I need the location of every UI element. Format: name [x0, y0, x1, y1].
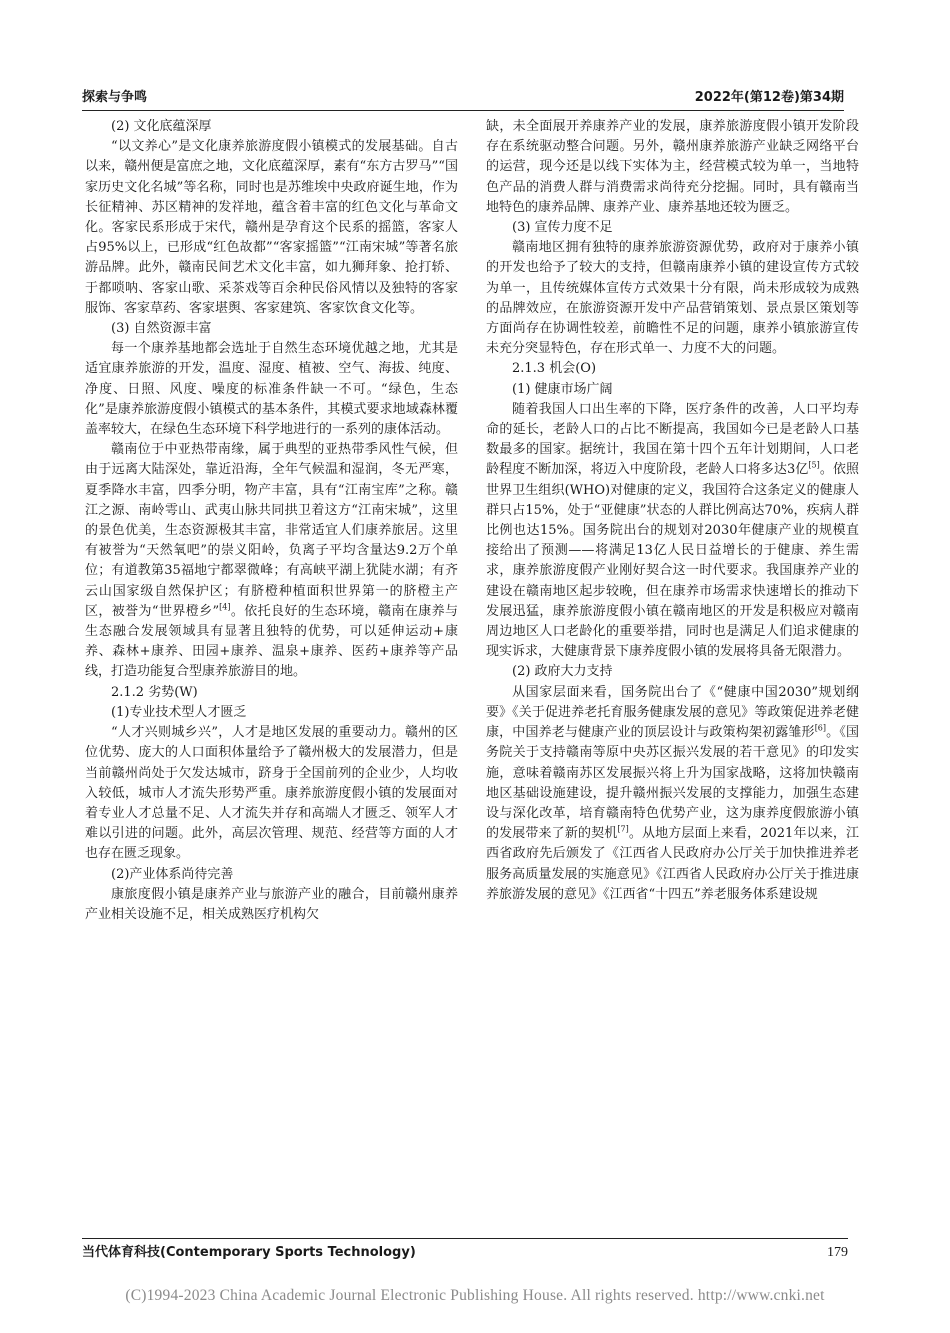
section-heading: (3) 自然资源丰富 [111, 321, 212, 337]
paragraph: “人才兴则城乡兴”，人才是地区发展的重要动力。赣州的区位优势、庞大的人口面积体量给予了赣州极大的发展潜力，但是当前赣州尚处于欠发达城市，跻身于全国前列的企业少，人均收入较低，城市人才流失形势严重。康养旅游度假小镇的发展面对着专业人才总量不足、人才流失并存和高端人才匮乏、领军人才难以引进的问题。此外，高层次管理、规范、经营等方面的人才也存在匮乏现象。 [85, 725, 458, 862]
section-heading: (2) 政府大力支持 [512, 664, 613, 680]
paragraph-text: 。依托良好的生态环境，赣南在康养与生态融合发展领域具有显著且独特的优势，可以延伸运动+康养、森林+康养、田园+康养、温泉+康养、医药+康养等产品线，打造功能复合型康养旅游目的地。 [85, 603, 458, 680]
copyright-watermark: (C)1994-2023 China Academic Journal Electronic Publishing House. All rights reserved. http://www.cnki.net [125, 1287, 825, 1304]
section-heading: 2.1.2 劣势(W) [111, 684, 198, 700]
paragraph-text: 。依照世界卫生组织(WHO)对健康的定义，我国符合这条定义的健康人群只占15%，处于“亚健康”状态的人群比例高达70%，疾病人群比例也达15%。国务院出台的规划对2030年健康产业的规模直接给出了预测——将满足13亿人民日益增长的于健康、养生需求，康养旅游度假产业刚好契合这一时代要求。我国康养产业的建设在赣南地区起步较晚，但在康养市场需求快速增长的推动下发展迅猛，康养旅游度假小镇在赣南地区的开发是积极应对赣南周边地区人口老龄化的重要举措，同时也是满足人们追求健康的现实诉求，大健康背景下康养度假小镇的发展将具备无限潜力。 [486, 462, 859, 660]
citation: [6] [814, 723, 827, 733]
paragraph-text: 。从地方层面上来看，2021年以来，江西省政府先后颁发了《江西省人民政府办公厅关于加快推进养老服务高质量发展的实施意见》《江西省人民政府办公厅关于推进康养旅游发展的意见》《江西省“十四五”养老服务体系建设规 [486, 826, 859, 902]
paragraph [486, 683, 859, 905]
paragraph-text: 随着我国人口出生率的下降，医疗条件的改善，人口平均寿命的延长，老龄人口的占比不断提高，我国如今已是老龄人口基数最多的国家。据统计，我国在第十四个五年计划期间，人口老龄程度不断加深，将迈入中度阶段，老龄人口将多达3亿 [486, 401, 859, 478]
right-column [486, 117, 859, 905]
footer-journal: 当代体育科技(Contemporary Sports Technology) [82, 1245, 416, 1260]
section-heading: (1) 健康市场广阔 [512, 381, 613, 397]
page-number: 179 [827, 1245, 848, 1260]
paragraph: 缺，未全面展开养康养产业的发展，康养旅游度假小镇开发阶段存在系统驱动整合问题。另外，赣州康养旅游产业缺乏网络平台的运营，现今还是以线下实体为主，经营模式较为单一，当地特色产品的消费人群与消费需求尚待充分挖掘。同时，具有赣南当地特色的康养品牌、康养产业、康养基地还较为匮乏。 [486, 119, 859, 215]
paragraph-text: 。《国务院关于支持赣南等原中央苏区振兴发展的若干意见》的印发实施，意味着赣南苏区发展振兴将上升为国家战略，这将加快赣南地区基础设施建设，提升赣州振兴发展的支撑能力，加强生态建设与深化改革，培育赣南特色优势产业，这为康养度假旅游小镇的发展带来了新的契机 [486, 725, 859, 842]
section-heading: (2)产业体系尚待完善 [111, 866, 234, 882]
paragraph-text: 从国家层面来看，国务院出台了《“健康中国2030”规划纲要》《关于促进养老托育服务健康发展的意见》等政策促进养老健康，中国养老与健康产业的顶层设计与政策构架初露雏形 [486, 684, 859, 741]
paragraph: 康旅度假小镇是康养产业与旅游产业的融合，目前赣州康养产业相关设施不足，相关成熟医疗机构欠 [85, 886, 458, 922]
paragraph [486, 400, 859, 663]
section-heading: 2.1.3 机会(O) [512, 361, 597, 377]
page-footer [82, 1238, 848, 1263]
paragraph: 赣南地区拥有独特的康养旅游资源优势，政府对于康养小镇的开发也给予了较大的支持，但赣南康养小镇的建设宣传方式较为单一，且传统媒体宣传方式效果十分有限，尚未形成较为成熟的品牌效应，在旅游资源开发中产品营销策划、景点景区策划等方面尚存在协调性较差，前瞻性不足的问题，康养小镇旅游宣传未充分突显特色，存在形式单一、力度不大的问题。 [486, 240, 859, 357]
paragraph: 每一个康养基地都会选址于自然生态环境优越之地，尤其是适宜康养旅游的开发，温度、湿度、植被、空气、海拔、纯度、净度、日照、风度、噪度的标准条件缺一不可。“绿色，生态化”是康养旅游度假小镇模式的基本条件，其模式要求地域森林覆盖率较大，在绿色生态环境下科学地进行的一系列的康体活动。 [85, 341, 458, 438]
paragraph-text: 赣南位于中亚热带南缘，属于典型的亚热带季风性气候，但由于远离大陆深处，靠近沿海，全年气候温和湿润，冬无严寒，夏季降水丰富，四季分明，物产丰富，具有“江南宝库”之称。赣江之源、南岭雩山、武夷山脉共同拱卫着这方“江南宋城”，这里的景色优美，生态资源极其丰富，非常适宜人们康养旅居。这里有被誉为“天然氧吧”的崇义阳岭，负离子平均含量达9.2万个单位；有道教第35福地宁都翠微峰；有高峡平湖上犹陡水湖；有齐云山国家级自然保护区；有脐橙种植面积世界第一的脐橙主产区，被誉为“世界橙乡” [85, 442, 458, 619]
citation: [4] [219, 602, 231, 612]
citation: [5] [808, 461, 820, 471]
section-heading: (1)专业技术型人才匮乏 [111, 704, 247, 720]
paragraph [85, 440, 458, 682]
journal-name: 探索与争鸣 [82, 90, 148, 105]
section-heading: (3) 宣传力度不足 [512, 220, 613, 236]
issue-info: 2022年(第12卷)第34期 [694, 90, 844, 105]
page-header [82, 86, 844, 111]
section-heading: (2) 文化底蕴深厚 [111, 119, 212, 134]
citation: [7] [617, 824, 629, 834]
paragraph: “以文养心”是文化康养旅游度假小镇模式的发展基础。自古以来，赣州便是富庶之地，文化底蕴深厚，素有“东方古罗马”“国家历史文化名城”等名称，同时也是苏维埃中央政府诞生地，作为长征精神、苏区精神的发祥地，蕴含着丰富的红色文化与革命文化。客家民系形成于宋代，赣州是孕育这个民系的摇篮，客家人占95%以上，已形成“红色故都”“客家摇篮”“江南宋城”等著名旅游品牌。此外，赣南民间艺术文化丰富，如九狮拜象、抢打轿、于都唢呐、客家山歌、采茶戏等百余种民俗风情以及独特的客家服饰、客家草药、客家堪舆、客家建筑、客家饮食文化等。 [85, 139, 458, 316]
left-column [85, 117, 458, 925]
